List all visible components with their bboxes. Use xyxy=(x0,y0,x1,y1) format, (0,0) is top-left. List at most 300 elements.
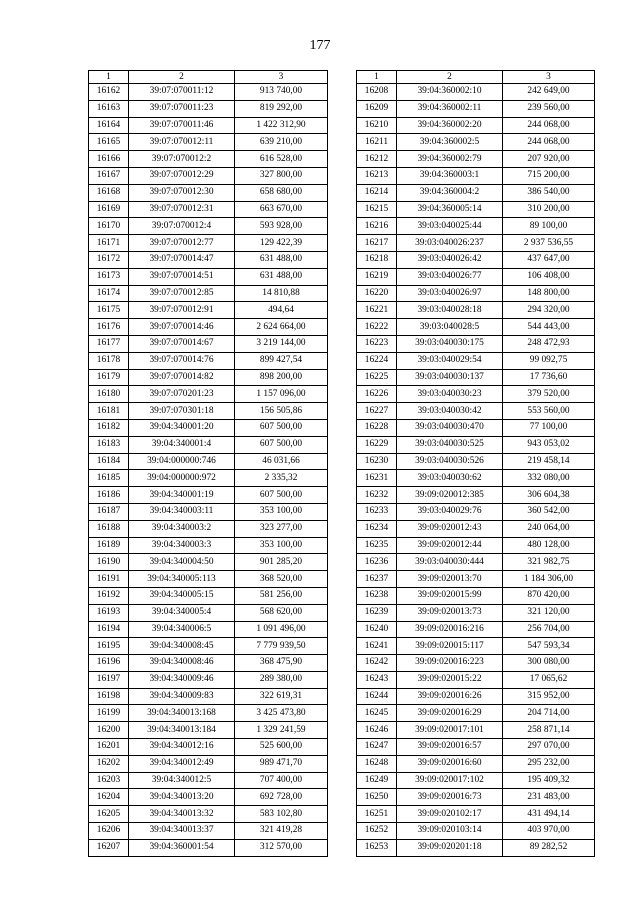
table-row xyxy=(357,537,595,554)
cadastral-number-cell: 39:04:360002:11 xyxy=(397,100,503,117)
table-row xyxy=(357,386,595,403)
table-row xyxy=(357,419,595,436)
table-row xyxy=(89,201,328,218)
row-number-cell: 16176 xyxy=(89,319,129,336)
table-row xyxy=(89,503,328,520)
table-row xyxy=(89,436,328,453)
value-cell: 258 871,14 xyxy=(503,722,595,739)
cadastral-number-cell: 39:04:340008:46 xyxy=(129,655,235,672)
value-cell: 707 400,00 xyxy=(235,772,328,789)
value-cell: 819 292,00 xyxy=(235,100,328,117)
table-row xyxy=(357,487,595,504)
table-row xyxy=(89,554,328,571)
cadastral-number-cell: 39:04:360004:2 xyxy=(397,184,503,201)
table-row xyxy=(89,134,328,151)
row-number-cell: 16253 xyxy=(357,839,397,856)
cadastral-number-cell: 39:07:070012:11 xyxy=(129,134,235,151)
row-number-cell: 16174 xyxy=(89,285,129,302)
table-row xyxy=(89,403,328,420)
row-number-cell: 16205 xyxy=(89,806,129,823)
value-cell: 46 031,66 xyxy=(235,453,328,470)
cadastral-number-cell: 39:03:040025:44 xyxy=(397,218,503,235)
cadastral-number-cell: 39:04:340012:5 xyxy=(129,772,235,789)
table-row xyxy=(357,839,595,856)
value-cell: 219 458,14 xyxy=(503,453,595,470)
cadastral-number-cell: 39:04:360002:79 xyxy=(397,151,503,168)
row-number-cell: 16211 xyxy=(357,134,397,151)
value-cell: 294 320,00 xyxy=(503,302,595,319)
row-number-cell: 16178 xyxy=(89,352,129,369)
table-row xyxy=(357,134,595,151)
cadastral-number-cell: 39:07:070012:4 xyxy=(129,218,235,235)
cadastral-number-cell: 39:09:020013:73 xyxy=(397,604,503,621)
value-cell: 1 184 306,00 xyxy=(503,571,595,588)
cadastral-number-cell: 39:04:340013:184 xyxy=(129,722,235,739)
cadastral-number-cell: 39:07:070012:31 xyxy=(129,201,235,218)
cadastral-number-cell: 39:09:020012:43 xyxy=(397,520,503,537)
cadastral-number-cell: 39:07:070014:51 xyxy=(129,268,235,285)
cadastral-number-cell: 39:04:340003:3 xyxy=(129,537,235,554)
value-cell: 544 443,00 xyxy=(503,319,595,336)
row-number-cell: 16246 xyxy=(357,722,397,739)
cadastral-number-cell: 39:09:020016:57 xyxy=(397,739,503,756)
value-cell: 300 080,00 xyxy=(503,655,595,672)
row-number-cell: 16199 xyxy=(89,705,129,722)
cadastral-number-cell: 39:04:340008:45 xyxy=(129,638,235,655)
table-header-row xyxy=(89,71,328,84)
table-row xyxy=(89,470,328,487)
table-row xyxy=(89,520,328,537)
table-row xyxy=(89,453,328,470)
table-row xyxy=(89,100,328,117)
row-number-cell: 16227 xyxy=(357,403,397,420)
cadastral-number-cell: 39:03:040030:62 xyxy=(397,470,503,487)
table-row xyxy=(357,638,595,655)
row-number-cell: 16179 xyxy=(89,369,129,386)
cadastral-number-cell: 39:07:070014:46 xyxy=(129,319,235,336)
table-row xyxy=(89,823,328,840)
row-number-cell: 16162 xyxy=(89,84,129,101)
value-cell: 231 483,00 xyxy=(503,789,595,806)
cadastral-number-cell: 39:04:340006:5 xyxy=(129,621,235,638)
value-cell: 616 528,00 xyxy=(235,151,328,168)
table-row xyxy=(357,403,595,420)
row-number-cell: 16188 xyxy=(89,520,129,537)
value-cell: 3 219 144,00 xyxy=(235,335,328,352)
value-cell: 7 779 939,50 xyxy=(235,638,328,655)
table-row xyxy=(89,587,328,604)
row-number-cell: 16203 xyxy=(89,772,129,789)
table-row xyxy=(89,386,328,403)
table-row xyxy=(357,436,595,453)
row-number-cell: 16213 xyxy=(357,167,397,184)
header-cell-3: 3 xyxy=(503,71,595,84)
table-row xyxy=(357,184,595,201)
table-row xyxy=(357,722,595,739)
table-row xyxy=(89,739,328,756)
value-cell: 368 475,90 xyxy=(235,655,328,672)
table-row xyxy=(89,571,328,588)
cadastral-number-cell: 39:09:020017:101 xyxy=(397,722,503,739)
table-row xyxy=(89,671,328,688)
value-cell: 898 200,00 xyxy=(235,369,328,386)
cadastral-number-cell: 39:09:020012:385 xyxy=(397,487,503,504)
cadastral-number-cell: 39:04:340012:16 xyxy=(129,739,235,756)
table-row xyxy=(357,319,595,336)
value-cell: 1 091 496,00 xyxy=(235,621,328,638)
cadastral-number-cell: 39:07:070012:91 xyxy=(129,302,235,319)
row-number-cell: 16241 xyxy=(357,638,397,655)
row-number-cell: 16167 xyxy=(89,167,129,184)
cadastral-number-cell: 39:03:040030:42 xyxy=(397,403,503,420)
table-row xyxy=(357,772,595,789)
value-cell: 77 100,00 xyxy=(503,419,595,436)
row-number-cell: 16217 xyxy=(357,235,397,252)
value-cell: 312 570,00 xyxy=(235,839,328,856)
table-row xyxy=(357,369,595,386)
row-number-cell: 16244 xyxy=(357,688,397,705)
value-cell: 321 120,00 xyxy=(503,604,595,621)
value-cell: 89 282,52 xyxy=(503,839,595,856)
table-row xyxy=(357,655,595,672)
table-row xyxy=(357,268,595,285)
table-row xyxy=(89,251,328,268)
value-cell: 568 620,00 xyxy=(235,604,328,621)
cadastral-number-cell: 39:04:000000:972 xyxy=(129,470,235,487)
value-cell: 658 680,00 xyxy=(235,184,328,201)
cadastral-number-cell: 39:04:340013:32 xyxy=(129,806,235,823)
cadastral-number-cell: 39:04:340003:2 xyxy=(129,520,235,537)
cadastral-number-cell: 39:03:040028:18 xyxy=(397,302,503,319)
table-row xyxy=(89,335,328,352)
cadastral-number-cell: 39:04:340012:49 xyxy=(129,755,235,772)
value-cell: 2 624 664,00 xyxy=(235,319,328,336)
table-row xyxy=(89,638,328,655)
header-cell-2: 2 xyxy=(129,71,235,84)
table-row xyxy=(357,554,595,571)
row-number-cell: 16232 xyxy=(357,487,397,504)
table-header-row xyxy=(357,71,595,84)
table-row xyxy=(89,705,328,722)
left-table-body xyxy=(89,71,328,857)
cadastral-number-cell: 39:07:070012:77 xyxy=(129,235,235,252)
cadastral-number-cell: 39:03:040028:5 xyxy=(397,319,503,336)
value-cell: 297 070,00 xyxy=(503,739,595,756)
table-row xyxy=(357,688,595,705)
row-number-cell: 16221 xyxy=(357,302,397,319)
table-row xyxy=(357,201,595,218)
cadastral-number-cell: 39:09:020201:18 xyxy=(397,839,503,856)
value-cell: 525 600,00 xyxy=(235,739,328,756)
value-cell: 321 419,28 xyxy=(235,823,328,840)
cadastral-number-cell: 39:09:020016:216 xyxy=(397,621,503,638)
value-cell: 1 329 241,59 xyxy=(235,722,328,739)
value-cell: 242 649,00 xyxy=(503,84,595,101)
page-number: 177 xyxy=(309,38,331,53)
row-number-cell: 16216 xyxy=(357,218,397,235)
row-number-cell: 16189 xyxy=(89,537,129,554)
row-number-cell: 16231 xyxy=(357,470,397,487)
table-row xyxy=(89,151,328,168)
value-cell: 306 604,38 xyxy=(503,487,595,504)
cadastral-number-cell: 39:07:070011:46 xyxy=(129,117,235,134)
value-cell: 207 920,00 xyxy=(503,151,595,168)
cadastral-number-cell: 39:09:020015:99 xyxy=(397,587,503,604)
table-row xyxy=(89,487,328,504)
header-cell-1: 1 xyxy=(357,71,397,84)
cadastral-number-cell: 39:07:070012:2 xyxy=(129,151,235,168)
cadastral-number-cell: 39:07:070014:47 xyxy=(129,251,235,268)
value-cell: 901 285,20 xyxy=(235,554,328,571)
cadastral-number-cell: 39:03:040029:54 xyxy=(397,352,503,369)
cadastral-number-cell: 39:04:360001:54 xyxy=(129,839,235,856)
row-number-cell: 16166 xyxy=(89,151,129,168)
table-row xyxy=(357,470,595,487)
row-number-cell: 16177 xyxy=(89,335,129,352)
table-row xyxy=(89,352,328,369)
cadastral-number-cell: 39:07:070012:30 xyxy=(129,184,235,201)
cadastral-number-cell: 39:04:360002:20 xyxy=(397,117,503,134)
row-number-cell: 16194 xyxy=(89,621,129,638)
value-cell: 1 422 312,90 xyxy=(235,117,328,134)
value-cell: 437 647,00 xyxy=(503,251,595,268)
row-number-cell: 16236 xyxy=(357,554,397,571)
value-cell: 353 100,00 xyxy=(235,537,328,554)
row-number-cell: 16251 xyxy=(357,806,397,823)
row-number-cell: 16184 xyxy=(89,453,129,470)
row-number-cell: 16206 xyxy=(89,823,129,840)
table-row xyxy=(89,268,328,285)
table-row xyxy=(89,218,328,235)
cadastral-number-cell: 39:09:020015:117 xyxy=(397,638,503,655)
value-cell: 639 210,00 xyxy=(235,134,328,151)
table-row xyxy=(89,839,328,856)
value-cell: 607 500,00 xyxy=(235,487,328,504)
cadastral-number-cell: 39:09:020016:73 xyxy=(397,789,503,806)
table-row xyxy=(357,789,595,806)
table-row xyxy=(89,772,328,789)
cadastral-number-cell: 39:04:360002:5 xyxy=(397,134,503,151)
row-number-cell: 16187 xyxy=(89,503,129,520)
cadastral-number-cell: 39:09:020012:44 xyxy=(397,537,503,554)
cadastral-number-cell: 39:04:340005:15 xyxy=(129,587,235,604)
cadastral-number-cell: 39:09:020015:22 xyxy=(397,671,503,688)
cadastral-number-cell: 39:03:040030:470 xyxy=(397,419,503,436)
cadastral-number-cell: 39:07:070011:23 xyxy=(129,100,235,117)
table-row xyxy=(357,302,595,319)
value-cell: 663 670,00 xyxy=(235,201,328,218)
row-number-cell: 16247 xyxy=(357,739,397,756)
value-cell: 607 500,00 xyxy=(235,419,328,436)
row-number-cell: 16218 xyxy=(357,251,397,268)
row-number-cell: 16215 xyxy=(357,201,397,218)
row-number-cell: 16171 xyxy=(89,235,129,252)
value-cell: 913 740,00 xyxy=(235,84,328,101)
row-number-cell: 16192 xyxy=(89,587,129,604)
value-cell: 323 277,00 xyxy=(235,520,328,537)
value-cell: 3 425 473,80 xyxy=(235,705,328,722)
cadastral-number-cell: 39:04:340009:46 xyxy=(129,671,235,688)
row-number-cell: 16202 xyxy=(89,755,129,772)
row-number-cell: 16165 xyxy=(89,134,129,151)
cadastral-number-cell: 39:07:070201:23 xyxy=(129,386,235,403)
table-row xyxy=(89,621,328,638)
cadastral-number-cell: 39:03:040030:137 xyxy=(397,369,503,386)
header-cell-1: 1 xyxy=(89,71,129,84)
row-number-cell: 16204 xyxy=(89,789,129,806)
table-row xyxy=(357,84,595,101)
row-number-cell: 16239 xyxy=(357,604,397,621)
cadastral-number-cell: 39:09:020102:17 xyxy=(397,806,503,823)
value-cell: 295 232,00 xyxy=(503,755,595,772)
cadastral-number-cell: 39:09:020017:102 xyxy=(397,772,503,789)
cadastral-number-cell: 39:04:340013:37 xyxy=(129,823,235,840)
value-cell: 583 102,80 xyxy=(235,806,328,823)
row-number-cell: 16195 xyxy=(89,638,129,655)
table-row xyxy=(357,705,595,722)
table-row xyxy=(89,369,328,386)
row-number-cell: 16207 xyxy=(89,839,129,856)
cadastral-number-cell: 39:04:360005:14 xyxy=(397,201,503,218)
cadastral-number-cell: 39:04:340001:20 xyxy=(129,419,235,436)
table-row xyxy=(357,117,595,134)
table-row xyxy=(357,352,595,369)
table-row xyxy=(357,218,595,235)
value-cell: 310 200,00 xyxy=(503,201,595,218)
value-cell: 368 520,00 xyxy=(235,571,328,588)
row-number-cell: 16212 xyxy=(357,151,397,168)
table-row xyxy=(357,285,595,302)
value-cell: 239 560,00 xyxy=(503,100,595,117)
row-number-cell: 16168 xyxy=(89,184,129,201)
row-number-cell: 16169 xyxy=(89,201,129,218)
table-row xyxy=(357,100,595,117)
cadastral-number-cell: 39:07:070014:76 xyxy=(129,352,235,369)
value-cell: 327 800,00 xyxy=(235,167,328,184)
table-row xyxy=(89,789,328,806)
table-row xyxy=(89,235,328,252)
cadastral-number-cell: 39:04:360003:1 xyxy=(397,167,503,184)
cadastral-number-cell: 39:09:020013:70 xyxy=(397,571,503,588)
value-cell: 870 420,00 xyxy=(503,587,595,604)
value-cell: 321 982,75 xyxy=(503,554,595,571)
row-number-cell: 16237 xyxy=(357,571,397,588)
table-row xyxy=(357,739,595,756)
row-number-cell: 16172 xyxy=(89,251,129,268)
value-cell: 129 422,39 xyxy=(235,235,328,252)
row-number-cell: 16163 xyxy=(89,100,129,117)
cadastral-number-cell: 39:07:070301:18 xyxy=(129,403,235,420)
value-cell: 480 128,00 xyxy=(503,537,595,554)
table-row xyxy=(357,755,595,772)
row-number-cell: 16191 xyxy=(89,571,129,588)
row-number-cell: 16238 xyxy=(357,587,397,604)
table-row xyxy=(89,184,328,201)
cadastral-number-cell: 39:09:020103:14 xyxy=(397,823,503,840)
table-row xyxy=(89,167,328,184)
value-cell: 244 068,00 xyxy=(503,117,595,134)
row-number-cell: 16243 xyxy=(357,671,397,688)
value-cell: 256 704,00 xyxy=(503,621,595,638)
table-row xyxy=(89,84,328,101)
table-row xyxy=(89,117,328,134)
row-number-cell: 16182 xyxy=(89,419,129,436)
value-cell: 204 714,00 xyxy=(503,705,595,722)
cadastral-number-cell: 39:07:070012:29 xyxy=(129,167,235,184)
row-number-cell: 16225 xyxy=(357,369,397,386)
value-cell: 431 494,14 xyxy=(503,806,595,823)
table-row xyxy=(357,335,595,352)
row-number-cell: 16228 xyxy=(357,419,397,436)
cadastral-number-cell: 39:03:040029:76 xyxy=(397,503,503,520)
cadastral-number-cell: 39:04:340001:19 xyxy=(129,487,235,504)
row-number-cell: 16209 xyxy=(357,100,397,117)
table-row xyxy=(357,520,595,537)
cadastral-number-cell: 39:04:340013:168 xyxy=(129,705,235,722)
table-row xyxy=(357,604,595,621)
row-number-cell: 16185 xyxy=(89,470,129,487)
table-row xyxy=(357,571,595,588)
table-row xyxy=(357,251,595,268)
row-number-cell: 16183 xyxy=(89,436,129,453)
row-number-cell: 16175 xyxy=(89,302,129,319)
cadastral-number-cell: 39:03:040030:444 xyxy=(397,554,503,571)
table-row xyxy=(89,604,328,621)
table-row xyxy=(357,167,595,184)
cadastral-number-cell: 39:03:040026:42 xyxy=(397,251,503,268)
cadastral-number-cell: 39:03:040030:23 xyxy=(397,386,503,403)
value-cell: 322 619,31 xyxy=(235,688,328,705)
row-number-cell: 16249 xyxy=(357,772,397,789)
row-number-cell: 16196 xyxy=(89,655,129,672)
value-cell: 315 952,00 xyxy=(503,688,595,705)
row-number-cell: 16170 xyxy=(89,218,129,235)
cadastral-number-cell: 39:09:020016:223 xyxy=(397,655,503,672)
value-cell: 631 488,00 xyxy=(235,251,328,268)
value-cell: 195 409,32 xyxy=(503,772,595,789)
cadastral-number-cell: 39:07:070014:67 xyxy=(129,335,235,352)
cadastral-number-cell: 39:09:020016:60 xyxy=(397,755,503,772)
value-cell: 14 810,88 xyxy=(235,285,328,302)
row-number-cell: 16208 xyxy=(357,84,397,101)
value-cell: 99 092,75 xyxy=(503,352,595,369)
value-cell: 17 065,62 xyxy=(503,671,595,688)
row-number-cell: 16230 xyxy=(357,453,397,470)
value-cell: 593 928,00 xyxy=(235,218,328,235)
table-row xyxy=(89,722,328,739)
table-row xyxy=(89,655,328,672)
left-table xyxy=(88,70,328,857)
cadastral-number-cell: 39:09:020016:26 xyxy=(397,688,503,705)
cadastral-number-cell: 39:04:340003:11 xyxy=(129,503,235,520)
value-cell: 403 970,00 xyxy=(503,823,595,840)
cadastral-number-cell: 39:04:340001:4 xyxy=(129,436,235,453)
row-number-cell: 16252 xyxy=(357,823,397,840)
row-number-cell: 16186 xyxy=(89,487,129,504)
value-cell: 360 542,00 xyxy=(503,503,595,520)
row-number-cell: 16222 xyxy=(357,319,397,336)
value-cell: 17 736,60 xyxy=(503,369,595,386)
value-cell: 989 471,70 xyxy=(235,755,328,772)
table-row xyxy=(357,503,595,520)
row-number-cell: 16190 xyxy=(89,554,129,571)
row-number-cell: 16226 xyxy=(357,386,397,403)
value-cell: 148 800,00 xyxy=(503,285,595,302)
value-cell: 289 380,00 xyxy=(235,671,328,688)
table-row xyxy=(89,537,328,554)
cadastral-number-cell: 39:03:040030:525 xyxy=(397,436,503,453)
table-row xyxy=(357,453,595,470)
